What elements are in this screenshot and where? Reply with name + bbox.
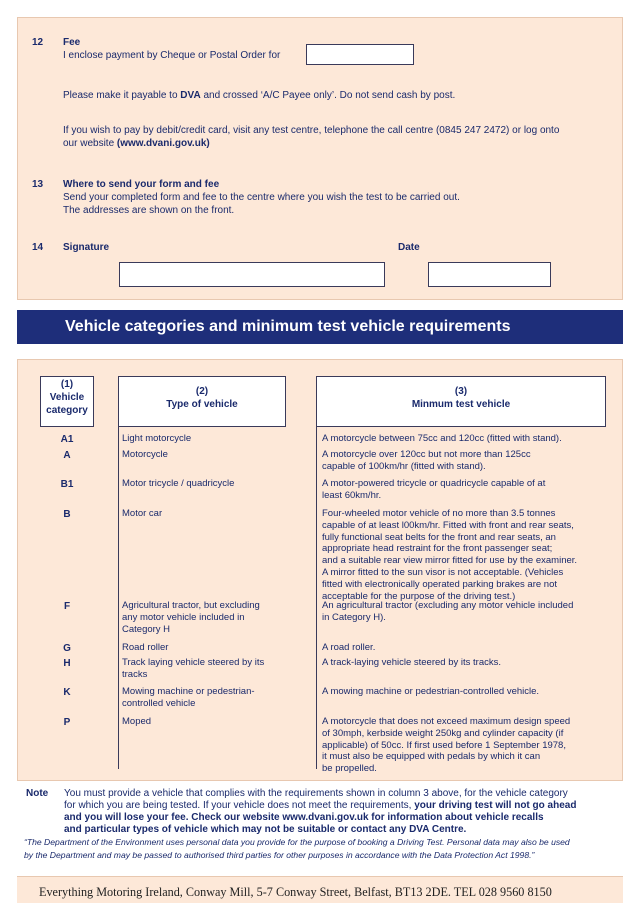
vehicle-type: Moped (122, 716, 152, 727)
minimum-vehicle: A motorcycle over 120cc but not more than 125cc capable of 100km/hr (fitted with stand). (322, 449, 531, 472)
column-divider (118, 427, 119, 769)
where-title: Where to send your form and fee (63, 179, 220, 190)
vehicle-type: Mowing machine or pedestrian- controlled vehicle (122, 686, 255, 709)
category-code: A1 (60, 434, 74, 445)
header-minimum-test-vehicle: (3) Minmum test vehicle (316, 376, 606, 427)
header-type-of-vehicle: (2) Type of vehicle (118, 376, 286, 427)
column-divider (316, 427, 317, 769)
signature-field[interactable] (119, 262, 385, 287)
date-label: Date (398, 242, 420, 253)
minimum-vehicle: A track-laying vehicle steered by its tracks. (322, 657, 501, 668)
minimum-vehicle: A motorcycle between 75cc and 120cc (fitted with stand). (322, 433, 562, 444)
minimum-vehicle: An agricultural tractor (excluding any motor vehicle included in Category H). (322, 600, 574, 623)
vehicle-type: Motor car (122, 508, 163, 519)
fee-title: Fee (63, 37, 81, 48)
minimum-vehicle: A motorcycle that does not exceed maximum design speed of 30mph, kerbside weight 250kg and cylinder capacity (if applicable) of 50cc. If first used before 1 September 1978, it must also be equipped with pedals by which it can be propelled. (322, 716, 571, 775)
payable-text: Please make it payable to DVA and crossed ‘A/C Payee only’. Do not send cash by post. (63, 90, 456, 101)
form-panel (17, 17, 623, 300)
vehicle-type: Track laying vehicle steered by its tracks (122, 657, 265, 680)
minimum-vehicle: A motor-powered tricycle or quadricycle capable of at least 60km/hr. (322, 478, 546, 501)
where-text-1: Send your completed form and fee to the centre where you wish the test to be carried out. (63, 192, 460, 203)
category-code: F (63, 601, 71, 612)
card-payment-text: If you wish to pay by debit/credit card, visit any test centre, telephone the call centre (0845 247 2472) or log onto (63, 125, 560, 136)
note-text: You must provide a vehicle that complies with the requirements shown in column 3 above, for the vehicle category for which you are being tested. If your vehicle does not meet the requirements, your driving test will not go ahead and you will lose your fee. Check our website www.dvani.gov.uk for information about vehicle recalls and particular types of vehicle which may not be suitable or contact any DVA Centre. (64, 788, 577, 835)
minimum-vehicle: A mowing machine or pedestrian-controlled vehicle. (322, 686, 540, 697)
card-website-text: our website (www.dvani.gov.uk) (63, 138, 210, 149)
vehicle-category-table (17, 359, 623, 781)
vehicle-type: Light motorcycle (122, 433, 192, 444)
minimum-vehicle: Four-wheeled motor vehicle of no more than 3.5 tonnes capable of at least l00km/hr. Fitted with front and rear seats, fully functional seat belts for the front and rear seats, an appropriate head restraint for the front passenger seat; and a suitable rear view mirror fitted for use by the examiner. A mirror fitted to the sun visor is not acceptable. (Vehicles fitted with electronically operated parking brakes are not acceptable for the purpose of the driving test.) (322, 508, 578, 602)
vehicle-type: Agricultural tractor, but excluding any motor vehicle included in Category H (122, 600, 260, 635)
banner-title: Vehicle categories and minimum test vehicle requirements (65, 318, 511, 335)
category-code: H (63, 658, 71, 669)
section-banner (17, 310, 623, 344)
data-protection-statement: “The Department of the Environment uses personal data you provide for the purpose of booking a Driving Test. Personal data may also be used by the Department and may be passed to authorised third parties for other purposes in accordance with the Data Protection Act 1998.” (24, 837, 570, 860)
minimum-vehicle: A road roller. (322, 642, 376, 653)
category-code: B (63, 509, 71, 520)
vehicle-type: Motorcycle (122, 449, 168, 460)
category-code: A (63, 450, 71, 461)
vehicle-type: Motor tricycle / quadricycle (122, 478, 235, 489)
footer (17, 876, 623, 903)
vehicle-type: Road roller (122, 642, 169, 653)
header-vehicle-category: (1) Vehicle category (40, 376, 94, 427)
date-field[interactable] (428, 262, 551, 287)
category-code: K (63, 687, 71, 698)
category-code: G (63, 643, 71, 654)
category-code: B1 (60, 479, 74, 490)
category-code: P (63, 717, 71, 728)
signature-label: Signature (63, 242, 110, 253)
footer-address: Everything Motoring Ireland, Conway Mill, 5-7 Conway Street, Belfast, BT13 2DE. TEL 028 9560 8150 (39, 885, 552, 899)
section-number: 14 (32, 242, 44, 253)
section-number: 12 (32, 37, 44, 48)
section-number: 13 (32, 179, 44, 190)
fee-amount-field[interactable] (306, 44, 414, 65)
note-label: Note (26, 788, 49, 799)
fee-payment-text: I enclose payment by Cheque or Postal Order for (63, 50, 281, 61)
where-text-2: The addresses are shown on the front. (63, 205, 235, 216)
